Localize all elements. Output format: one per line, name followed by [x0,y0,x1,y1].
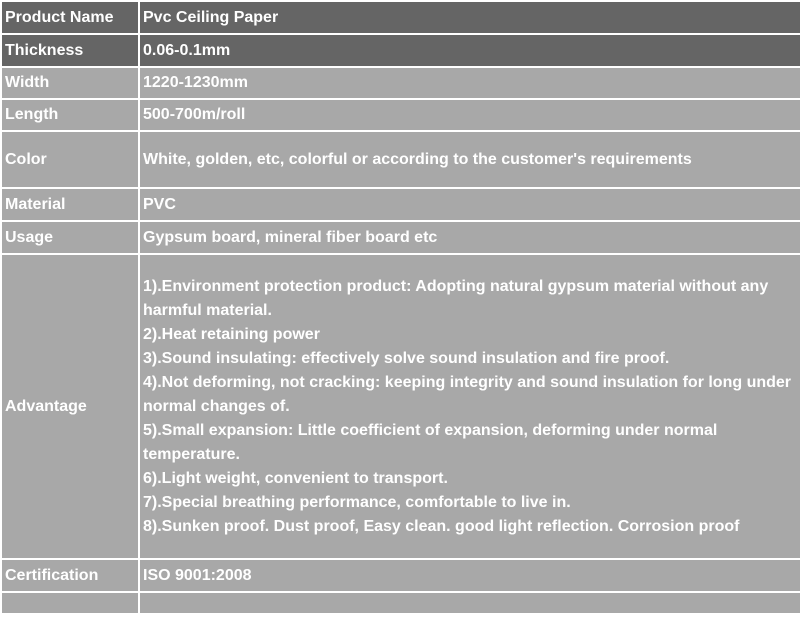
table-row-thickness [2,35,800,66]
advantage-item: 3).Sound insulating: effectively solve sound insulation and fire proof. [143,349,670,367]
usage-value: Gypsum board, mineral fiber board etc [140,222,800,253]
product-name-value: Pvc Ceiling Paper [140,2,800,33]
table-row-width [2,68,800,98]
certification-label: Certification [2,560,138,591]
advantage-item: 6).Light weight, convenient to transport. [143,469,448,487]
advantage-item: 7).Special breathing performance, comfortable to live in. [143,493,571,511]
advantage-label: Advantage [2,255,138,558]
table-row-length [2,100,800,130]
width-value: 1220-1230mm [140,68,800,98]
advantage-item: 2).Heat retaining power [143,325,320,343]
cut-off-cell [140,593,800,613]
advantage-item: 8).Sunken proof. Dust proof, Easy clean. good light reflection. Corrosion proof [143,517,740,535]
color-value: White, golden, etc, colorful or according to the customer's requirements [140,132,800,187]
cut-off-cell [2,593,138,613]
thickness-label: Thickness [2,35,138,66]
table-row-advantage [2,255,800,558]
width-label: Width [2,68,138,98]
table-row-cut-off [2,593,800,613]
usage-label: Usage [2,222,138,253]
advantage-item: 5).Small expansion: Little coefficient of expansion, deforming under normal temperature. [143,421,718,463]
table-row-material [2,189,800,220]
table-row-certification [2,560,800,591]
material-value: PVC [140,189,800,220]
color-label: Color [2,132,138,187]
length-label: Length [2,100,138,130]
table-row-product-name [2,2,800,33]
table-row-color [2,132,800,187]
length-value: 500-700m/roll [140,100,800,130]
certification-value: ISO 9001:2008 [140,560,800,591]
table-row-usage [2,222,800,253]
product-name-label: Product Name [2,2,138,33]
advantage-item: 4).Not deforming, not cracking: keeping integrity and sound insulation for long under normal changes of. [143,373,792,415]
advantage-value [140,255,800,558]
thickness-value: 0.06-0.1mm [140,35,800,66]
advantage-item: 1).Environment protection product: Adopting natural gypsum material without any harmful material. [143,277,769,319]
material-label: Material [2,189,138,220]
